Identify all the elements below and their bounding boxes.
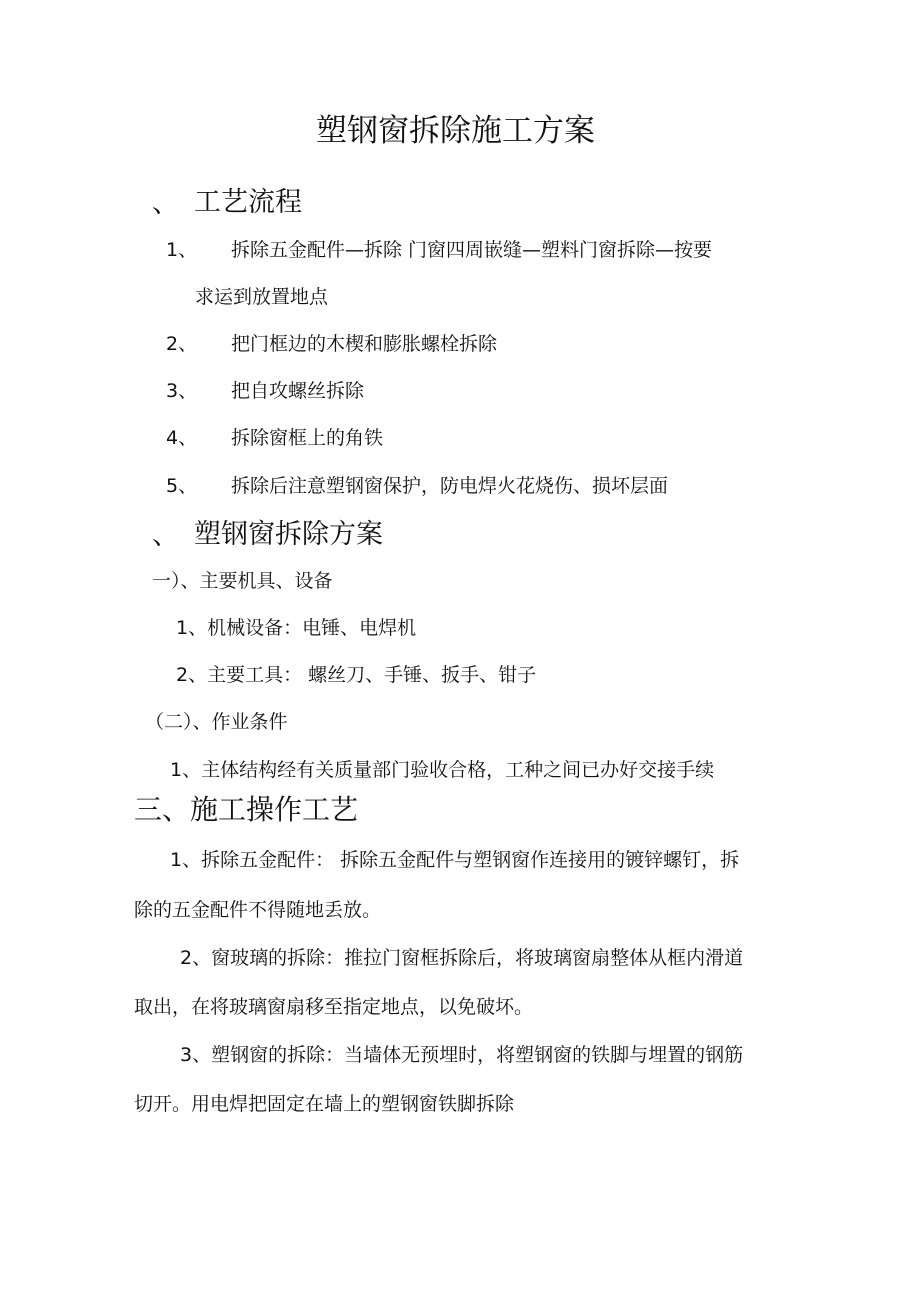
list-item: 1、机械设备：电锤、电焊机 [176,617,417,639]
list-item-number: 4、 [166,427,198,449]
list-item-text: 拆除窗框上的角铁 [231,427,384,449]
paragraph-line: 1、拆除五金配件： 拆除五金配件与塑钢窗作连接用的镀锌螺钉，拆 [170,849,740,871]
list-item-text: 拆除五金配件—拆除 门窗四周嵌缝—塑料门窗拆除—按要 [231,239,713,261]
list-item: 1、主体结构经有关质量部门验收合格，工种之间已办好交接手续 [170,759,715,781]
list-item-text-continued: 求运到放置地点 [195,286,329,308]
section-2-heading: 塑钢窗拆除方案 [194,519,383,550]
section-1-heading: 工艺流程 [194,187,302,218]
list-item: 2、主要工具： 螺丝刀、手锤、扳手、钳子 [176,664,537,686]
subsection-heading: 一）、主要机具、设备 [152,570,333,592]
paragraph-line: 取出，在将玻璃窗扇移至指定地点，以免破坏。 [134,996,534,1018]
paragraph-line: 2、窗玻璃的拆除：推拉门窗框拆除后，将玻璃窗扇整体从框内滑道 [180,947,744,969]
section-1-marker: 、 [152,188,179,219]
list-item-number: 2、 [166,333,198,355]
paragraph-line: 切开。用电焊把固定在墙上的塑钢窗铁脚拆除 [134,1093,515,1115]
list-item-number: 3、 [166,380,198,402]
section-3-heading: 三、施工操作工艺 [134,793,359,826]
subsection-heading: （二）、作业条件 [145,711,288,733]
section-2-marker: 、 [152,520,179,551]
list-item-number: 1、 [166,239,198,261]
paragraph-line: 3、塑钢窗的拆除：当墙体无预埋时，将塑钢窗的铁脚与埋置的钢筋 [180,1044,744,1066]
list-item-text: 拆除后注意塑钢窗保护，防电焊火花烧伤、损坏层面 [231,475,669,497]
list-item-text: 把自攻螺丝拆除 [231,380,365,402]
list-item-text: 把门框边的木楔和膨胀螺栓拆除 [231,333,498,355]
list-item-number: 5、 [166,475,198,497]
paragraph-line: 除的五金配件不得随地丢放。 [134,899,382,921]
document-title: 塑钢窗拆除施工方案 [316,113,595,149]
